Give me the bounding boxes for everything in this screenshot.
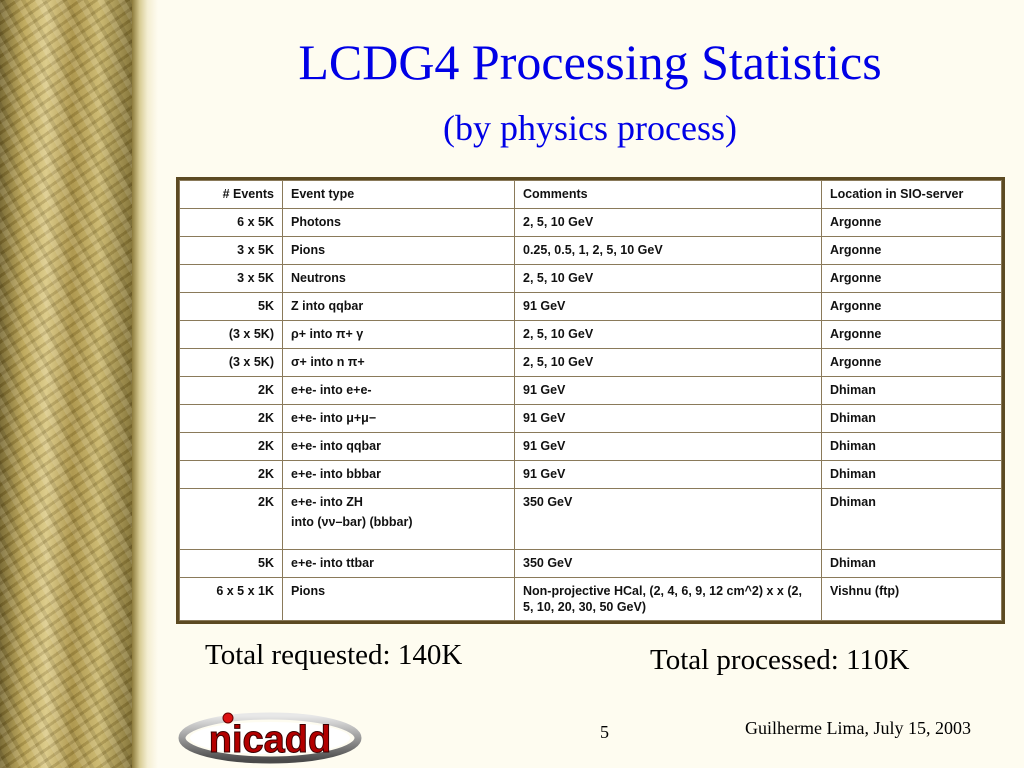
cell-comments: 91 GeV xyxy=(515,377,822,405)
event-type-line: e+e- into μ+μ− xyxy=(291,411,377,425)
nicadd-logo xyxy=(176,708,364,764)
table-row xyxy=(180,265,1002,293)
table-row xyxy=(180,293,1002,321)
cell-comments: 2, 5, 10 GeV xyxy=(515,209,822,237)
event-type-line: e+e- into qqbar xyxy=(291,439,381,453)
header-event-type: Event type xyxy=(283,181,515,209)
event-type-line: Z into qqbar xyxy=(291,299,364,313)
cell-comments: Non-projective HCal, (2, 4, 6, 9, 12 cm^2) x x (2, 5, 10, 20, 30, 50 GeV) xyxy=(515,578,822,621)
cell-location: Dhiman xyxy=(822,377,1002,405)
cell-events: 3 x 5K xyxy=(180,265,283,293)
cell-events: (3 x 5K) xyxy=(180,321,283,349)
table-row xyxy=(180,489,1002,550)
table-row xyxy=(180,237,1002,265)
cell-event-type xyxy=(283,405,515,433)
cell-events: (3 x 5K) xyxy=(180,349,283,377)
header-comments: Comments xyxy=(515,181,822,209)
event-type-line: ρ+ into π+ γ xyxy=(291,327,364,341)
cell-events: 2K xyxy=(180,489,283,550)
table-row xyxy=(180,461,1002,489)
cell-events: 5K xyxy=(180,293,283,321)
table-row xyxy=(180,377,1002,405)
cell-comments: 91 GeV xyxy=(515,433,822,461)
cell-events: 5K xyxy=(180,550,283,578)
cell-location: Argonne xyxy=(822,237,1002,265)
statistics-table-container xyxy=(176,177,1005,624)
cell-events: 2K xyxy=(180,377,283,405)
cell-location: Argonne xyxy=(822,293,1002,321)
total-processed: Total processed: 110K xyxy=(650,644,910,676)
cell-comments: 350 GeV xyxy=(515,489,822,550)
cell-location: Dhiman xyxy=(822,489,1002,550)
slide-title: LCDG4 Processing Statistics xyxy=(298,34,882,90)
cell-comments: 91 GeV xyxy=(515,461,822,489)
header-location: Location in SIO-server xyxy=(822,181,1002,209)
cell-location: Dhiman xyxy=(822,550,1002,578)
cell-comments: 2, 5, 10 GeV xyxy=(515,321,822,349)
cell-comments: 2, 5, 10 GeV xyxy=(515,349,822,377)
cell-location: Dhiman xyxy=(822,433,1002,461)
cell-location: Dhiman xyxy=(822,461,1002,489)
cell-events: 2K xyxy=(180,405,283,433)
cell-event-type xyxy=(283,349,515,377)
total-requested: Total requested: 140K xyxy=(205,639,463,671)
statistics-table xyxy=(179,180,1002,621)
logo-text: nicadd xyxy=(208,719,332,761)
table-row xyxy=(180,405,1002,433)
table-header-row xyxy=(180,181,1002,209)
cell-event-type xyxy=(283,293,515,321)
event-type-line: e+e- into ttbar xyxy=(291,556,374,570)
table-body xyxy=(180,209,1002,621)
event-type-line: e+e- into e+e- xyxy=(291,383,372,397)
event-type-line: Photons xyxy=(291,215,341,229)
cell-event-type xyxy=(283,237,515,265)
cell-event-type xyxy=(283,433,515,461)
table-row xyxy=(180,209,1002,237)
event-type-line: σ+ into n π+ xyxy=(291,355,365,369)
event-type-line: Pions xyxy=(291,243,326,257)
cell-comments: 91 GeV xyxy=(515,293,822,321)
table-row xyxy=(180,349,1002,377)
cell-location: Dhiman xyxy=(822,405,1002,433)
cell-location: Vishnu (ftp) xyxy=(822,578,1002,621)
cell-events: 6 x 5K xyxy=(180,209,283,237)
footer-author-date: Guilherme Lima, July 15, 2003 xyxy=(745,718,971,738)
cell-events: 2K xyxy=(180,461,283,489)
event-type-line: Neutrons xyxy=(291,271,346,285)
decorative-left-strip xyxy=(0,0,132,768)
cell-comments: 350 GeV xyxy=(515,550,822,578)
cell-location: Argonne xyxy=(822,321,1002,349)
table-row xyxy=(180,321,1002,349)
header-events: # Events xyxy=(180,181,283,209)
cell-comments: 91 GeV xyxy=(515,405,822,433)
event-type-line-2: into (νν–bar) (bbbar) xyxy=(291,515,413,529)
cell-event-type xyxy=(283,265,515,293)
cell-events: 6 x 5 x 1K xyxy=(180,578,283,621)
event-type-line: e+e- into bbbar xyxy=(291,467,381,481)
table-row xyxy=(180,433,1002,461)
cell-event-type xyxy=(283,461,515,489)
slide-subtitle: (by physics process) xyxy=(443,108,737,148)
cell-comments: 2, 5, 10 GeV xyxy=(515,265,822,293)
cell-location: Argonne xyxy=(822,265,1002,293)
cell-event-type xyxy=(283,321,515,349)
cell-location: Argonne xyxy=(822,209,1002,237)
event-type-line: e+e- into ZH xyxy=(291,495,363,509)
cell-location: Argonne xyxy=(822,349,1002,377)
cell-events: 3 x 5K xyxy=(180,237,283,265)
page-number: 5 xyxy=(600,722,609,742)
table-row xyxy=(180,578,1002,621)
cell-event-type xyxy=(283,550,515,578)
table-row xyxy=(180,550,1002,578)
cell-event-type xyxy=(283,578,515,621)
cell-comments: 0.25, 0.5, 1, 2, 5, 10 GeV xyxy=(515,237,822,265)
decorative-strip-edge xyxy=(132,0,158,768)
cell-event-type xyxy=(283,209,515,237)
event-type-line: Pions xyxy=(291,584,326,598)
cell-event-type xyxy=(283,377,515,405)
cell-events: 2K xyxy=(180,433,283,461)
cell-event-type xyxy=(283,489,515,550)
